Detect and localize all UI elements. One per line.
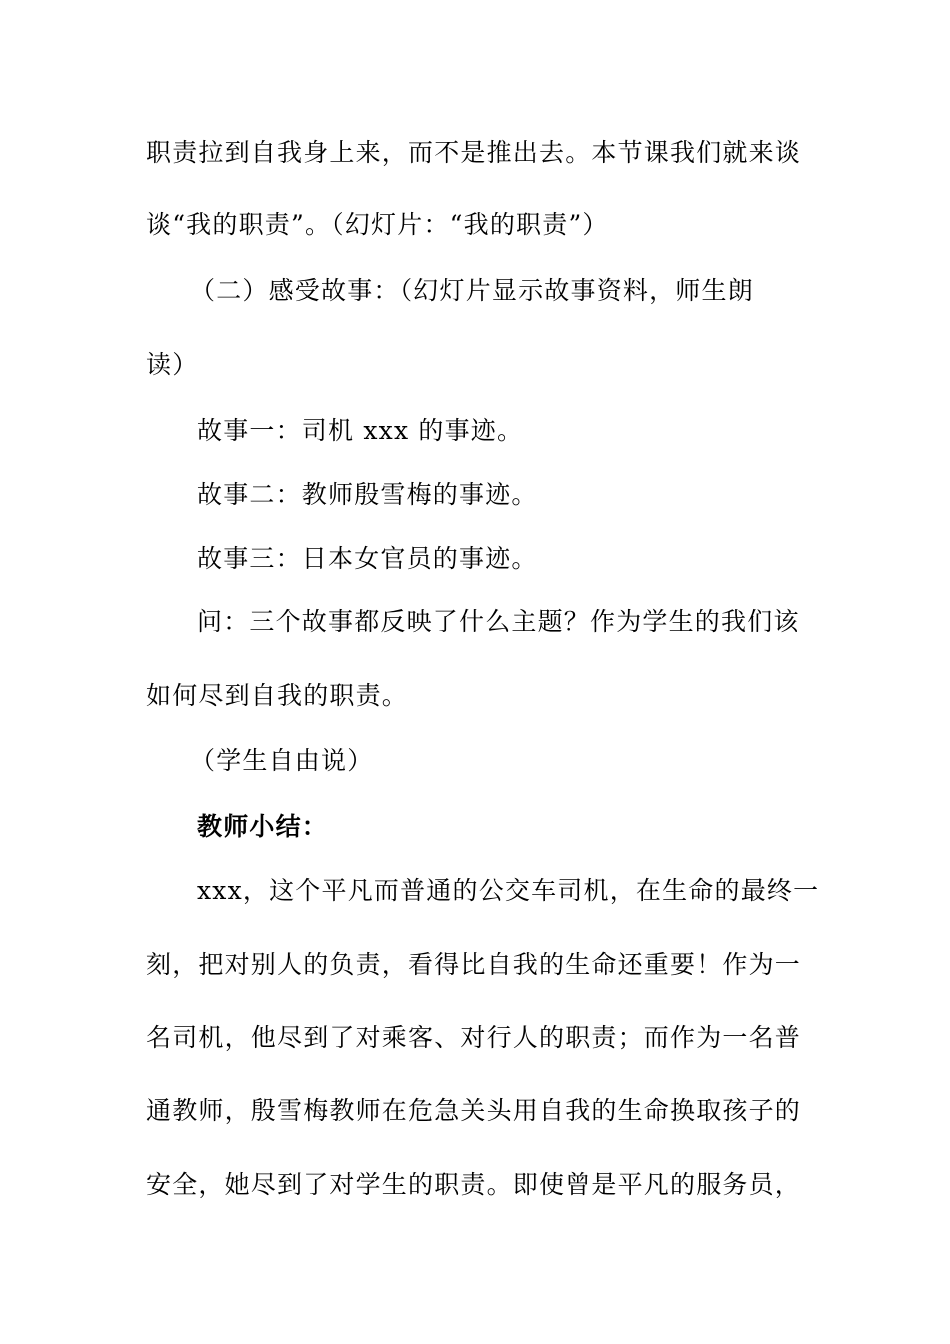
paragraph-line: 谈“我的职责”。（幻灯片：“我的职责”） [146, 210, 609, 239]
paragraph-line: 通教师，殷雪梅教师在危急关头用自我的生命换取孩子的 [146, 1096, 802, 1125]
question-line: 问：三个故事都反映了什么主题？作为学生的我们该 [197, 607, 800, 636]
paragraph-line: 刻，把对别人的负责，看得比自我的生命还重要！作为一 [146, 950, 802, 979]
section-heading-line: （二）感受故事：（幻灯片显示故事资料，师生朗 [190, 276, 754, 305]
paragraph-line: 职责拉到自我身上来，而不是推出去。本节课我们就来谈 [146, 138, 802, 167]
summary-heading: 教师小结： [197, 812, 329, 841]
question-line: 如何尽到自我的职责。 [146, 681, 409, 710]
story-item: 故事一：司机 xxx 的事迹。 [197, 416, 524, 445]
story-item: 故事二：教师殷雪梅的事迹。 [197, 480, 538, 509]
paragraph-line: xxx，这个平凡而普通的公交车司机，在生命的最终一 [197, 876, 820, 905]
note-line: （学生自由说） [190, 746, 374, 775]
paragraph-line: 名司机，他尽到了对乘客、对行人的职责；而作为一名普 [146, 1023, 802, 1052]
paragraph-line: 读） [146, 350, 199, 379]
paragraph-line: 安全，她尽到了对学生的职责。即使曾是平凡的服务员， [146, 1170, 802, 1199]
story-item: 故事三：日本女官员的事迹。 [197, 544, 538, 573]
